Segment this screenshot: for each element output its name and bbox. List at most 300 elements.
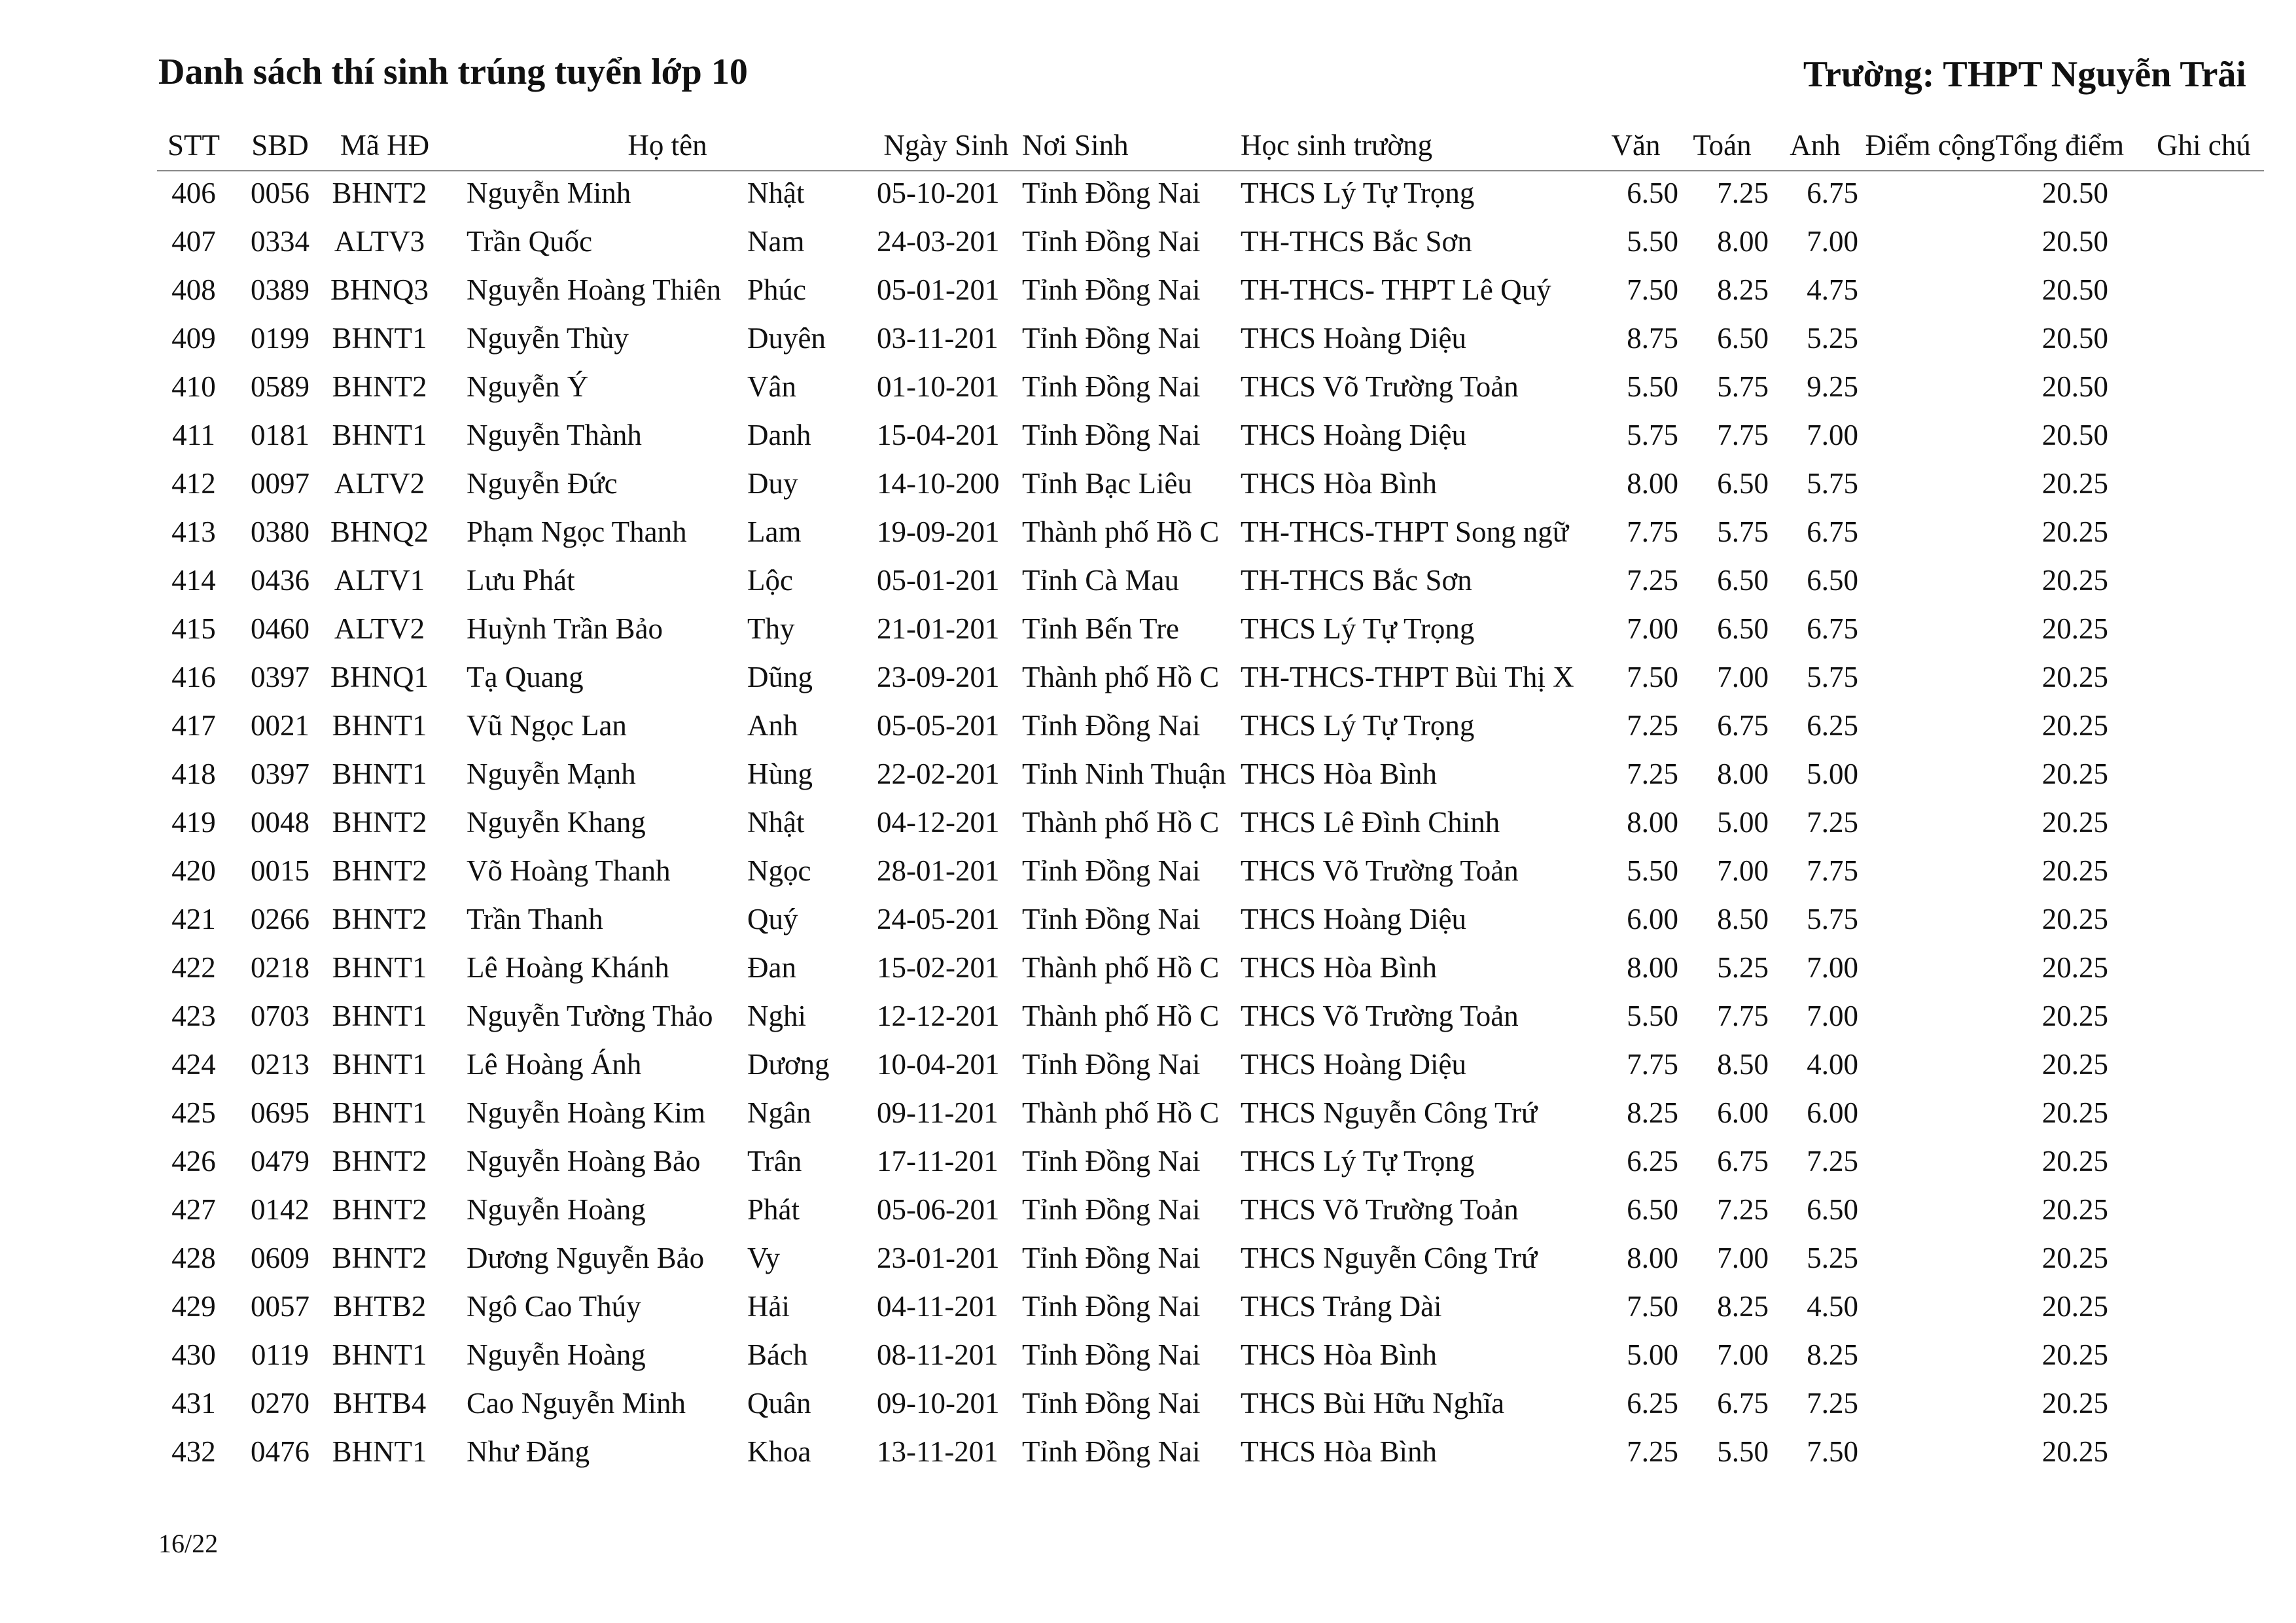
cell-noi-sinh: Thành phố Hồ C bbox=[1022, 806, 1220, 839]
cell-toan: 7.00 bbox=[1717, 661, 1769, 693]
cell-sbd: 0436 bbox=[251, 564, 309, 597]
cell-anh: 5.75 bbox=[1807, 467, 1858, 500]
cell-ho-dem: Trần Quốc bbox=[467, 225, 593, 258]
cell-ho-dem: Nguyễn Khang bbox=[467, 806, 646, 839]
cell-tong-diem: 20.25 bbox=[2041, 1145, 2108, 1178]
cell-tong-diem: 20.25 bbox=[2041, 758, 2108, 790]
cell-ma-hd: BHNT2 bbox=[332, 854, 427, 887]
cell-toan: 7.00 bbox=[1717, 854, 1769, 887]
cell-stt: 421 bbox=[171, 903, 216, 935]
cell-ma-hd: BHNT2 bbox=[332, 1193, 427, 1226]
cell-ho-dem: Cao Nguyễn Minh bbox=[467, 1387, 686, 1420]
cell-sbd: 0460 bbox=[251, 612, 309, 645]
cell-toan: 7.75 bbox=[1717, 419, 1769, 451]
cell-stt: 416 bbox=[171, 661, 216, 693]
cell-noi-sinh: Tỉnh Đồng Nai bbox=[1022, 1048, 1201, 1081]
cell-truong: THCS Hoàng Diệu bbox=[1241, 419, 1466, 451]
col-ho-ten-header: Họ tên bbox=[627, 129, 707, 162]
cell-ngay-sinh: 04-12-201 bbox=[877, 806, 1000, 839]
cell-ngay-sinh: 05-06-201 bbox=[877, 1193, 1000, 1226]
cell-van: 7.25 bbox=[1627, 1435, 1678, 1468]
cell-tong-diem: 20.25 bbox=[2041, 1387, 2108, 1420]
cell-truong: TH-THCS-THPT Song ngữ bbox=[1241, 515, 1569, 548]
cell-van: 5.00 bbox=[1627, 1338, 1678, 1371]
cell-ten: Dương bbox=[747, 1048, 830, 1081]
cell-stt: 406 bbox=[171, 177, 216, 209]
cell-ma-hd: BHNT1 bbox=[332, 709, 427, 742]
cell-truong: THCS Hòa Bình bbox=[1241, 467, 1438, 500]
cell-noi-sinh: Thành phố Hồ C bbox=[1022, 951, 1220, 984]
cell-tong-diem: 20.25 bbox=[2041, 1193, 2108, 1226]
cell-tong-diem: 20.25 bbox=[2041, 1000, 2108, 1032]
cell-ho-dem: Nguyễn Mạnh bbox=[467, 758, 636, 790]
cell-stt: 426 bbox=[171, 1145, 216, 1178]
cell-ma-hd: ALTV3 bbox=[334, 225, 425, 258]
cell-ten: Dũng bbox=[747, 661, 813, 693]
cell-ngay-sinh: 09-11-201 bbox=[877, 1096, 998, 1129]
cell-ten: Trân bbox=[747, 1145, 802, 1178]
cell-ho-dem: Nguyễn Hoàng bbox=[467, 1338, 646, 1371]
cell-ma-hd: BHNQ3 bbox=[330, 273, 429, 306]
cell-tong-diem: 20.25 bbox=[2041, 709, 2108, 742]
cell-sbd: 0056 bbox=[251, 177, 309, 209]
cell-truong: THCS Võ Trường Toản bbox=[1241, 1000, 1519, 1032]
cell-sbd: 0213 bbox=[251, 1048, 309, 1081]
cell-noi-sinh: Tỉnh Đồng Nai bbox=[1022, 903, 1201, 935]
cell-stt: 417 bbox=[171, 709, 216, 742]
cell-van: 5.50 bbox=[1627, 370, 1678, 403]
cell-truong: THCS Bùi Hữu Nghĩa bbox=[1241, 1387, 1505, 1420]
cell-toan: 6.50 bbox=[1717, 612, 1769, 645]
cell-noi-sinh: Tỉnh Đồng Nai bbox=[1022, 1290, 1201, 1323]
cell-stt: 422 bbox=[171, 951, 216, 984]
col-sbd-header: SBD bbox=[251, 129, 309, 162]
cell-stt: 411 bbox=[172, 419, 215, 451]
cell-ten: Duyên bbox=[747, 322, 826, 355]
cell-van: 8.00 bbox=[1627, 467, 1678, 500]
cell-stt: 432 bbox=[171, 1435, 216, 1468]
col-ghi-chu-header: Ghi chú bbox=[2157, 129, 2251, 162]
col-stt-header: STT bbox=[167, 129, 221, 162]
cell-van: 5.75 bbox=[1627, 419, 1678, 451]
header-divider bbox=[157, 170, 2264, 171]
cell-noi-sinh: Tỉnh Đồng Nai bbox=[1022, 273, 1201, 306]
cell-noi-sinh: Tỉnh Đồng Nai bbox=[1022, 1338, 1201, 1371]
cell-van: 8.25 bbox=[1627, 1096, 1678, 1129]
cell-ten: Anh bbox=[747, 709, 798, 742]
page-number: 16/22 bbox=[158, 1529, 219, 1558]
cell-sbd: 0266 bbox=[251, 903, 309, 935]
cell-ten: Ngọc bbox=[747, 854, 811, 887]
cell-stt: 423 bbox=[171, 1000, 216, 1032]
cell-anh: 7.25 bbox=[1807, 806, 1858, 839]
cell-ma-hd: BHNT1 bbox=[332, 1096, 427, 1129]
cell-ngay-sinh: 21-01-201 bbox=[877, 612, 1000, 645]
cell-ho-dem: Vũ Ngọc Lan bbox=[467, 709, 627, 742]
cell-sbd: 0334 bbox=[251, 225, 309, 258]
cell-stt: 419 bbox=[171, 806, 216, 839]
cell-toan: 6.75 bbox=[1717, 709, 1769, 742]
cell-sbd: 0703 bbox=[251, 1000, 309, 1032]
cell-ma-hd: BHTB2 bbox=[332, 1290, 427, 1323]
col-diem-cong-header: Điểm cộng bbox=[1865, 129, 1996, 162]
cell-sbd: 0218 bbox=[251, 951, 309, 984]
cell-ngay-sinh: 23-09-201 bbox=[877, 661, 1000, 693]
cell-anh: 7.00 bbox=[1807, 951, 1858, 984]
cell-ten: Quý bbox=[747, 903, 798, 935]
cell-ten: Ngân bbox=[747, 1096, 811, 1129]
cell-ma-hd: BHNT1 bbox=[332, 322, 427, 355]
cell-ten: Bách bbox=[747, 1338, 808, 1371]
cell-ma-hd: BHNT2 bbox=[332, 370, 427, 403]
cell-noi-sinh: Tỉnh Cà Mau bbox=[1022, 564, 1179, 597]
cell-tong-diem: 20.25 bbox=[2041, 1242, 2108, 1274]
cell-anh: 6.50 bbox=[1807, 1193, 1858, 1226]
cell-van: 7.75 bbox=[1627, 515, 1678, 548]
cell-ma-hd: BHNT1 bbox=[332, 1435, 427, 1468]
cell-anh: 5.25 bbox=[1807, 322, 1858, 355]
cell-truong: TH-THCS- THPT Lê Quý bbox=[1241, 273, 1551, 306]
cell-ngay-sinh: 13-11-201 bbox=[877, 1435, 998, 1468]
cell-stt: 418 bbox=[171, 758, 216, 790]
cell-ma-hd: BHNT2 bbox=[332, 1242, 427, 1274]
cell-ho-dem: Nguyễn Hoàng Kim bbox=[467, 1096, 705, 1129]
cell-toan: 5.25 bbox=[1717, 951, 1769, 984]
cell-ten: Nhật bbox=[747, 806, 805, 839]
cell-ho-dem: Lê Hoàng Ánh bbox=[467, 1048, 642, 1081]
cell-ten: Lam bbox=[747, 515, 802, 548]
cell-toan: 5.75 bbox=[1717, 515, 1769, 548]
cell-ma-hd: ALTV2 bbox=[334, 467, 425, 500]
col-tong-diem-header: Tổng điểm bbox=[1995, 129, 2125, 162]
cell-ten: Hùng bbox=[747, 758, 813, 790]
cell-noi-sinh: Tỉnh Bến Tre bbox=[1022, 612, 1180, 645]
cell-tong-diem: 20.25 bbox=[2041, 806, 2108, 839]
cell-sbd: 0589 bbox=[251, 370, 309, 403]
cell-ten: Đan bbox=[747, 951, 796, 984]
cell-ngay-sinh: 10-04-201 bbox=[877, 1048, 1000, 1081]
cell-toan: 6.00 bbox=[1717, 1096, 1769, 1129]
cell-noi-sinh: Tỉnh Đồng Nai bbox=[1022, 322, 1201, 355]
cell-stt: 428 bbox=[171, 1242, 216, 1274]
cell-toan: 8.00 bbox=[1717, 225, 1769, 258]
cell-ho-dem: Nguyễn Thành bbox=[467, 419, 642, 451]
cell-ten: Nam bbox=[747, 225, 805, 258]
cell-truong: THCS Lê Đình Chinh bbox=[1241, 806, 1500, 839]
cell-ten: Duy bbox=[747, 467, 798, 500]
cell-truong: THCS Hòa Bình bbox=[1241, 758, 1438, 790]
cell-truong: THCS Hoàng Diệu bbox=[1241, 903, 1466, 935]
cell-sbd: 0380 bbox=[251, 515, 309, 548]
cell-anh: 6.25 bbox=[1807, 709, 1858, 742]
cell-ngay-sinh: 24-05-201 bbox=[877, 903, 1000, 935]
cell-anh: 6.50 bbox=[1807, 564, 1858, 597]
cell-anh: 4.50 bbox=[1807, 1290, 1858, 1323]
cell-ho-dem: Dương Nguyễn Bảo bbox=[467, 1242, 705, 1274]
cell-ten: Vân bbox=[747, 370, 796, 403]
cell-toan: 6.75 bbox=[1717, 1145, 1769, 1178]
col-ma-hd-header: Mã HĐ bbox=[340, 129, 430, 162]
cell-toan: 6.50 bbox=[1717, 322, 1769, 355]
cell-toan: 6.75 bbox=[1717, 1387, 1769, 1420]
cell-anh: 4.75 bbox=[1807, 273, 1858, 306]
cell-sbd: 0397 bbox=[251, 661, 309, 693]
cell-tong-diem: 20.25 bbox=[2041, 467, 2108, 500]
cell-ngay-sinh: 22-02-201 bbox=[877, 758, 1000, 790]
cell-van: 5.50 bbox=[1627, 1000, 1678, 1032]
cell-van: 7.25 bbox=[1627, 564, 1678, 597]
cell-tong-diem: 20.25 bbox=[2041, 1338, 2108, 1371]
cell-anh: 5.75 bbox=[1807, 903, 1858, 935]
cell-sbd: 0057 bbox=[251, 1290, 309, 1323]
cell-tong-diem: 20.25 bbox=[2041, 612, 2108, 645]
cell-ten: Danh bbox=[747, 419, 811, 451]
cell-ma-hd: BHNQ1 bbox=[330, 661, 429, 693]
cell-ten: Nghi bbox=[747, 1000, 806, 1032]
cell-anh: 7.00 bbox=[1807, 419, 1858, 451]
cell-noi-sinh: Tỉnh Đồng Nai bbox=[1022, 419, 1201, 451]
cell-noi-sinh: Thành phố Hồ C bbox=[1022, 1096, 1220, 1129]
cell-toan: 8.00 bbox=[1717, 758, 1769, 790]
cell-truong: TH-THCS Bắc Sơn bbox=[1241, 564, 1472, 597]
cell-noi-sinh: Tỉnh Đồng Nai bbox=[1022, 177, 1201, 209]
cell-ngay-sinh: 28-01-201 bbox=[877, 854, 1000, 887]
col-anh-header: Anh bbox=[1790, 129, 1841, 162]
cell-van: 7.50 bbox=[1627, 661, 1678, 693]
cell-van: 8.75 bbox=[1627, 322, 1678, 355]
cell-truong: THCS Hòa Bình bbox=[1241, 1338, 1438, 1371]
cell-truong: THCS Hòa Bình bbox=[1241, 951, 1438, 984]
cell-van: 6.50 bbox=[1627, 177, 1678, 209]
col-ngay-sinh-header: Ngày Sinh bbox=[883, 129, 1009, 162]
cell-stt: 410 bbox=[171, 370, 216, 403]
cell-noi-sinh: Tỉnh Đồng Nai bbox=[1022, 1193, 1201, 1226]
cell-truong: THCS Trảng Dài bbox=[1241, 1290, 1442, 1323]
cell-ma-hd: BHTB4 bbox=[332, 1387, 427, 1420]
cell-van: 5.50 bbox=[1627, 854, 1678, 887]
cell-toan: 7.25 bbox=[1717, 1193, 1769, 1226]
col-truong-header: Học sinh trường bbox=[1241, 129, 1433, 162]
cell-ho-dem: Phạm Ngọc Thanh bbox=[467, 515, 687, 548]
cell-van: 7.75 bbox=[1627, 1048, 1678, 1081]
col-noi-sinh-header: Nơi Sinh bbox=[1022, 129, 1129, 162]
cell-ho-dem: Nguyễn Hoàng Thiên bbox=[467, 273, 722, 306]
cell-ho-dem: Nguyễn Hoàng Bảo bbox=[467, 1145, 701, 1178]
cell-ten: Lộc bbox=[747, 564, 793, 597]
cell-ho-dem: Như Đăng bbox=[467, 1435, 590, 1468]
cell-sbd: 0270 bbox=[251, 1387, 309, 1420]
cell-noi-sinh: Tỉnh Đồng Nai bbox=[1022, 225, 1201, 258]
cell-van: 6.00 bbox=[1627, 903, 1678, 935]
cell-stt: 425 bbox=[171, 1096, 216, 1129]
cell-truong: THCS Nguyễn Công Trứ bbox=[1241, 1242, 1538, 1274]
cell-anh: 7.75 bbox=[1807, 854, 1858, 887]
cell-anh: 7.50 bbox=[1807, 1435, 1858, 1468]
cell-tong-diem: 20.50 bbox=[2041, 322, 2108, 355]
cell-stt: 431 bbox=[171, 1387, 216, 1420]
cell-ho-dem: Huỳnh Trần Bảo bbox=[467, 612, 663, 645]
cell-ho-dem: Võ Hoàng Thanh bbox=[467, 854, 671, 887]
cell-toan: 6.50 bbox=[1717, 467, 1769, 500]
cell-sbd: 0199 bbox=[251, 322, 309, 355]
cell-truong: THCS Lý Tự Trọng bbox=[1241, 709, 1475, 742]
cell-toan: 6.50 bbox=[1717, 564, 1769, 597]
cell-tong-diem: 20.25 bbox=[2041, 951, 2108, 984]
cell-tong-diem: 20.25 bbox=[2041, 903, 2108, 935]
cell-ngay-sinh: 05-01-201 bbox=[877, 273, 1000, 306]
cell-van: 6.25 bbox=[1627, 1145, 1678, 1178]
cell-van: 7.50 bbox=[1627, 273, 1678, 306]
cell-truong: THCS Võ Trường Toản bbox=[1241, 1193, 1519, 1226]
cell-noi-sinh: Tỉnh Ninh Thuận bbox=[1022, 758, 1226, 790]
cell-ho-dem: Lưu Phát bbox=[467, 564, 575, 597]
cell-anh: 6.75 bbox=[1807, 515, 1858, 548]
cell-stt: 430 bbox=[171, 1338, 216, 1371]
cell-anh: 5.25 bbox=[1807, 1242, 1858, 1274]
cell-toan: 5.50 bbox=[1717, 1435, 1769, 1468]
cell-ho-dem: Nguyễn Ý bbox=[467, 370, 589, 403]
cell-tong-diem: 20.25 bbox=[2041, 854, 2108, 887]
cell-stt: 427 bbox=[171, 1193, 216, 1226]
cell-ho-dem: Lê Hoàng Khánh bbox=[467, 951, 669, 984]
cell-sbd: 0695 bbox=[251, 1096, 309, 1129]
cell-anh: 5.75 bbox=[1807, 661, 1858, 693]
cell-ma-hd: BHNT1 bbox=[332, 758, 427, 790]
cell-toan: 8.50 bbox=[1717, 903, 1769, 935]
cell-ho-dem: Ngô Cao Thúy bbox=[467, 1290, 641, 1323]
cell-ngay-sinh: 05-01-201 bbox=[877, 564, 1000, 597]
cell-stt: 415 bbox=[171, 612, 216, 645]
cell-anh: 4.00 bbox=[1807, 1048, 1858, 1081]
cell-ngay-sinh: 05-05-201 bbox=[877, 709, 1000, 742]
cell-ngay-sinh: 09-10-201 bbox=[877, 1387, 1000, 1420]
cell-truong: THCS Hoàng Diệu bbox=[1241, 1048, 1466, 1081]
cell-truong: THCS Hoàng Diệu bbox=[1241, 322, 1466, 355]
cell-van: 5.50 bbox=[1627, 225, 1678, 258]
cell-ngay-sinh: 19-09-201 bbox=[877, 515, 1000, 548]
cell-toan: 7.75 bbox=[1717, 1000, 1769, 1032]
cell-ma-hd: BHNT2 bbox=[332, 903, 427, 935]
cell-ho-dem: Trần Thanh bbox=[467, 903, 603, 935]
cell-ma-hd: BHNQ2 bbox=[330, 515, 429, 548]
cell-stt: 420 bbox=[171, 854, 216, 887]
cell-sbd: 0609 bbox=[251, 1242, 309, 1274]
cell-sbd: 0097 bbox=[251, 467, 309, 500]
cell-toan: 7.00 bbox=[1717, 1338, 1769, 1371]
cell-tong-diem: 20.50 bbox=[2041, 370, 2108, 403]
cell-sbd: 0397 bbox=[251, 758, 309, 790]
cell-ngay-sinh: 03-11-201 bbox=[877, 322, 998, 355]
cell-truong: THCS Võ Trường Toản bbox=[1241, 370, 1519, 403]
cell-tong-diem: 20.25 bbox=[2041, 1048, 2108, 1081]
cell-tong-diem: 20.50 bbox=[2041, 273, 2108, 306]
cell-ngay-sinh: 01-10-201 bbox=[877, 370, 1000, 403]
cell-ten: Phúc bbox=[747, 273, 806, 306]
cell-ngay-sinh: 08-11-201 bbox=[877, 1338, 998, 1371]
cell-anh: 6.00 bbox=[1807, 1096, 1858, 1129]
cell-noi-sinh: Thành phố Hồ C bbox=[1022, 515, 1220, 548]
cell-anh: 6.75 bbox=[1807, 177, 1858, 209]
cell-noi-sinh: Tỉnh Đồng Nai bbox=[1022, 1435, 1201, 1468]
cell-ma-hd: BHNT2 bbox=[332, 806, 427, 839]
cell-toan: 8.25 bbox=[1717, 1290, 1769, 1323]
cell-ten: Khoa bbox=[747, 1435, 811, 1468]
cell-stt: 424 bbox=[171, 1048, 216, 1081]
cell-ngay-sinh: 14-10-200 bbox=[877, 467, 1000, 500]
cell-anh: 6.75 bbox=[1807, 612, 1858, 645]
cell-anh: 7.00 bbox=[1807, 1000, 1858, 1032]
cell-ten: Phát bbox=[747, 1193, 800, 1226]
cell-ho-dem: Tạ Quang bbox=[467, 661, 584, 693]
cell-stt: 413 bbox=[171, 515, 216, 548]
cell-ten: Hải bbox=[747, 1290, 790, 1323]
cell-anh: 5.00 bbox=[1807, 758, 1858, 790]
cell-stt: 408 bbox=[171, 273, 216, 306]
cell-noi-sinh: Tỉnh Đồng Nai bbox=[1022, 370, 1201, 403]
cell-noi-sinh: Tỉnh Bạc Liêu bbox=[1022, 467, 1192, 500]
cell-ngay-sinh: 17-11-201 bbox=[877, 1145, 998, 1178]
cell-anh: 9.25 bbox=[1807, 370, 1858, 403]
cell-toan: 8.25 bbox=[1717, 273, 1769, 306]
cell-sbd: 0479 bbox=[251, 1145, 309, 1178]
cell-van: 7.25 bbox=[1627, 758, 1678, 790]
cell-anh: 7.25 bbox=[1807, 1387, 1858, 1420]
cell-toan: 5.00 bbox=[1717, 806, 1769, 839]
cell-tong-diem: 20.50 bbox=[2041, 419, 2108, 451]
cell-sbd: 0021 bbox=[251, 709, 309, 742]
cell-truong: THCS Lý Tự Trọng bbox=[1241, 177, 1475, 209]
cell-noi-sinh: Thành phố Hồ C bbox=[1022, 661, 1220, 693]
cell-ma-hd: BHNT1 bbox=[332, 1338, 427, 1371]
cell-ma-hd: BHNT2 bbox=[332, 1145, 427, 1178]
cell-ho-dem: Nguyễn Minh bbox=[467, 177, 631, 209]
cell-ten: Vy bbox=[747, 1242, 781, 1274]
cell-toan: 7.25 bbox=[1717, 177, 1769, 209]
cell-sbd: 0389 bbox=[251, 273, 309, 306]
cell-ma-hd: BHNT1 bbox=[332, 1048, 427, 1081]
school-name: Trường: THPT Nguyễn Trãi bbox=[1803, 54, 2246, 95]
cell-ma-hd: ALTV2 bbox=[334, 612, 425, 645]
cell-sbd: 0048 bbox=[251, 806, 309, 839]
cell-truong: TH-THCS-THPT Bùi Thị X bbox=[1241, 661, 1574, 693]
cell-truong: THCS Hòa Bình bbox=[1241, 1435, 1438, 1468]
cell-ho-dem: Nguyễn Hoàng bbox=[467, 1193, 646, 1226]
cell-tong-diem: 20.25 bbox=[2041, 1290, 2108, 1323]
cell-noi-sinh: Tỉnh Đồng Nai bbox=[1022, 1242, 1201, 1274]
cell-sbd: 0142 bbox=[251, 1193, 309, 1226]
cell-sbd: 0181 bbox=[251, 419, 309, 451]
cell-sbd: 0015 bbox=[251, 854, 309, 887]
cell-tong-diem: 20.25 bbox=[2041, 564, 2108, 597]
cell-truong: THCS Võ Trường Toản bbox=[1241, 854, 1519, 887]
cell-stt: 429 bbox=[171, 1290, 216, 1323]
cell-ten: Thy bbox=[747, 612, 795, 645]
cell-ma-hd: BHNT1 bbox=[332, 951, 427, 984]
cell-ngay-sinh: 04-11-201 bbox=[877, 1290, 998, 1323]
cell-stt: 412 bbox=[171, 467, 216, 500]
cell-anh: 7.00 bbox=[1807, 225, 1858, 258]
cell-tong-diem: 20.50 bbox=[2041, 177, 2108, 209]
cell-ho-dem: Nguyễn Thùy bbox=[467, 322, 629, 355]
cell-ma-hd: BHNT2 bbox=[332, 177, 427, 209]
cell-ngay-sinh: 12-12-201 bbox=[877, 1000, 1000, 1032]
cell-noi-sinh: Tỉnh Đồng Nai bbox=[1022, 854, 1201, 887]
cell-van: 8.00 bbox=[1627, 1242, 1678, 1274]
cell-ma-hd: BHNT1 bbox=[332, 419, 427, 451]
cell-ma-hd: BHNT1 bbox=[332, 1000, 427, 1032]
cell-ngay-sinh: 05-10-201 bbox=[877, 177, 1000, 209]
cell-van: 7.50 bbox=[1627, 1290, 1678, 1323]
